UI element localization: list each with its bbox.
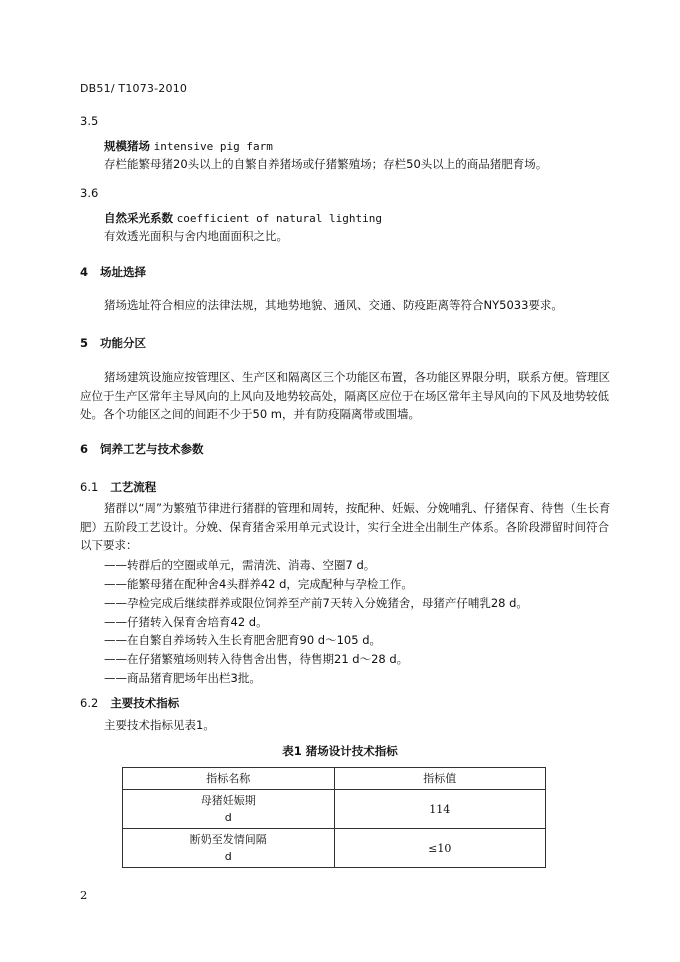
section-title: 功能分区 xyxy=(100,336,147,350)
section-title: 场址选择 xyxy=(100,265,147,279)
paragraph: 猪场建筑设施应按管理区、生产区和隔离区三个功能区布置，各功能区界限分明，联系方便。管理区应位于生产区常年主导风向的上风向及地势较高处，隔离区应位于在场区常年主导风向的下风及地势较低处。各个功能区之间的间距不少于50 m，并有防疫隔离带或围墙。 xyxy=(80,370,610,421)
term-definition: 有效透光面积与舍内地面面积之比。 xyxy=(104,229,288,243)
indicator-name: 断奶至发情间隔 xyxy=(189,833,267,846)
table-header-cell: 指标名称 xyxy=(123,768,335,790)
section-number: 4 xyxy=(80,265,89,279)
term-heading xyxy=(104,209,382,228)
clause-number: 3.6 xyxy=(80,186,99,200)
subsection-number: 6.1 xyxy=(80,480,99,494)
term-heading xyxy=(104,137,273,156)
table-row xyxy=(123,790,546,829)
indicator-unit: d xyxy=(224,850,232,863)
indicator-unit: d xyxy=(224,811,232,824)
subsection-number: 6.2 xyxy=(80,696,99,710)
term-en: intensive pig farm xyxy=(153,140,273,153)
list-item: ——能繁母猪在配种舍4头群养42 d，完成配种与孕检工作。 xyxy=(104,577,413,591)
document-header: DB51/ T1073-2010 xyxy=(80,82,188,95)
term-cn: 规模猪场 xyxy=(104,139,150,153)
subsection-heading xyxy=(80,478,156,496)
section-title: 饲养工艺与技术参数 xyxy=(100,442,204,456)
table-cell-name xyxy=(123,790,335,829)
section-heading xyxy=(80,440,204,458)
list-item: ——孕检完成后继续群养或限位饲养至产前7天转入分娩猪舍，母猪产仔哺乳28 d。 xyxy=(104,596,528,610)
table-cell-value: 114 xyxy=(334,790,546,829)
subsection-title: 工艺流程 xyxy=(110,480,157,494)
list-item: ——在自繁自养场转入生长育肥舍肥育90 d～105 d。 xyxy=(104,633,381,647)
indicator-name: 母猪妊娠期 xyxy=(200,794,256,807)
list-item: ——仔猪转入保育舍培育42 d。 xyxy=(104,615,268,629)
section-number: 5 xyxy=(80,336,89,350)
paragraph: 主要技术指标见表1。 xyxy=(104,718,215,732)
table-caption: 表1 猪场设计技术指标 xyxy=(282,744,398,758)
list-item: ——转群后的空圈或单元，需清洗、消毒、空圈7 d。 xyxy=(104,558,376,572)
subsection-title: 主要技术指标 xyxy=(110,696,180,710)
section-heading xyxy=(80,334,146,352)
section-heading xyxy=(80,263,146,281)
table-row xyxy=(123,829,546,868)
table-cell-name xyxy=(123,829,335,868)
term-en: coefficient of natural lighting xyxy=(176,212,382,225)
table-header-cell: 指标值 xyxy=(334,768,546,790)
table-header-row xyxy=(123,768,546,790)
section-number: 6 xyxy=(80,442,89,456)
page-number: 2 xyxy=(80,888,88,902)
paragraph: 猪场选址符合相应的法律法规，其地势地貌、通风、交通、防疫距离等符合NY5033要求。 xyxy=(104,298,563,312)
list-item: ——在仔猪繁殖场则转入待售舍出售，待售期21 d～28 d。 xyxy=(104,652,409,666)
clause-number: 3.5 xyxy=(80,114,99,128)
term-definition: 存栏能繁母猪20头以上的自繁自养猪场或仔猪繁殖场；存栏50头以上的商品猪肥育场。 xyxy=(104,157,548,171)
table-cell-value: ≤10 xyxy=(334,829,546,868)
paragraph: 猪群以“周”为繁殖节律进行猪群的管理和周转，按配种、妊娠、分娩哺乳、仔猪保育、待售（生长育肥）五阶段工艺设计。分娩、保育猪舍采用单元式设计，实行全进全出制生产体系。各阶段滞留时间符合以下要求： xyxy=(80,501,611,552)
list-item: ——商品猪育肥场年出栏3批。 xyxy=(104,671,261,685)
term-cn: 自然采光系数 xyxy=(104,211,173,225)
subsection-heading xyxy=(80,694,179,712)
indicator-table xyxy=(122,767,546,868)
